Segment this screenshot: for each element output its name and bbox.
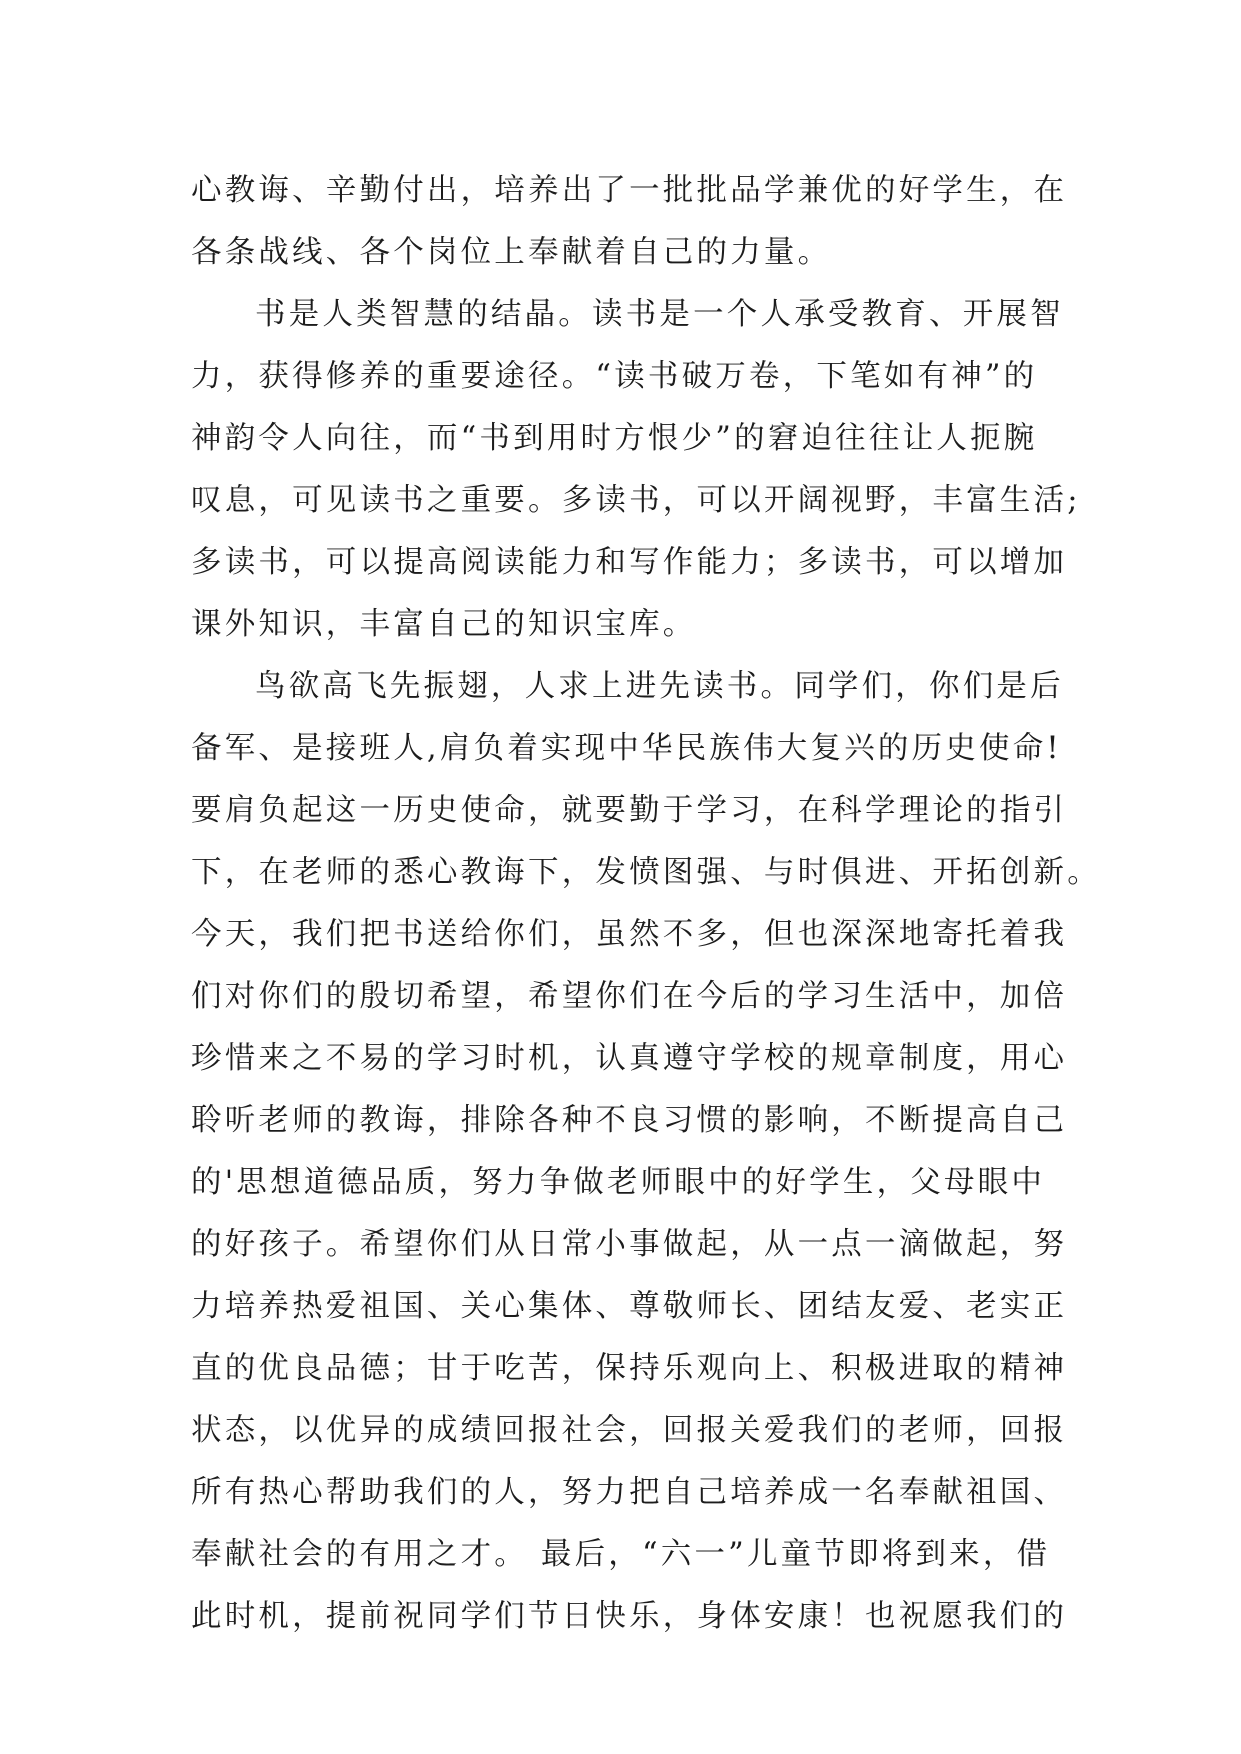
text-line: 课外知识，丰富自己的知识宝库。 (191, 607, 697, 642)
body-text (191, 160, 1101, 1648)
text-line: 下，在老师的悉心教诲下，发愤图强、与时俱进、开拓创新。 (191, 855, 1101, 890)
text-line: 所有热心帮助我们的人，努力把自己培养成一名奉献祖国、 (191, 1475, 1068, 1510)
paragraph-start-line: 鸟欲高飞先振翅，人求上进先读书。同学们，你们是后 (255, 669, 1064, 704)
text-line: 心教诲、辛勤付出，培养出了一批批品学兼优的好学生，在 (191, 173, 1068, 208)
text-line: 状态，以优异的成绩回报社会，回报关爱我们的老师，回报 (191, 1413, 1068, 1448)
text-line: 力培养热爱祖国、关心集体、尊敬师长、团结友爱、老实正 (191, 1289, 1068, 1324)
text-line: 奉献社会的有用之才。 最后，“六一”儿童节即将到来，借 (191, 1537, 1051, 1572)
text-line: 珍惜来之不易的学习时机，认真遵守学校的规章制度，用心 (191, 1041, 1068, 1076)
text-line: 多读书，可以提高阅读能力和写作能力；多读书，可以增加 (191, 545, 1068, 580)
text-line: 们对你们的殷切希望，希望你们在今后的学习生活中，加倍 (191, 979, 1068, 1014)
text-line: 直的优良品德；甘于吃苦，保持乐观向上、积极进取的精神 (191, 1351, 1068, 1386)
paragraph-start-line: 书是人类智慧的结晶。读书是一个人承受教育、开展智 (255, 297, 1064, 332)
text-line: 备军、是接班人,肩负着实现中华民族伟大复兴的历史使命! (191, 731, 1062, 766)
text-line: 今天，我们把书送给你们，虽然不多，但也深深地寄托着我 (191, 917, 1068, 952)
text-line: 力，获得修养的重要途径。“读书破万卷，下笔如有神”的 (191, 359, 1038, 394)
text-line: 神韵令人向往，而“书到用时方恨少”的窘迫往往让人扼腕 (191, 421, 1038, 456)
text-line: 叹息，可见读书之重要。多读书，可以开阔视野，丰富生活; (191, 483, 1081, 518)
text-line: 聆听老师的教诲，排除各种不良习惯的影响，不断提高自己 (191, 1103, 1068, 1138)
text-line: 要肩负起这一历史使命，就要勤于学习，在科学理论的指引 (191, 793, 1068, 828)
text-line: 的'思想道德品质，努力争做老师眼中的好学生，父母眼中 (191, 1165, 1046, 1200)
text-line: 的好孩子。希望你们从日常小事做起，从一点一滴做起，努 (191, 1227, 1068, 1262)
text-line: 各条战线、各个岗位上奉献着自己的力量。 (191, 235, 832, 270)
text-line: 此时机，提前祝同学们节日快乐，身体安康！也祝愿我们的 (191, 1599, 1068, 1634)
